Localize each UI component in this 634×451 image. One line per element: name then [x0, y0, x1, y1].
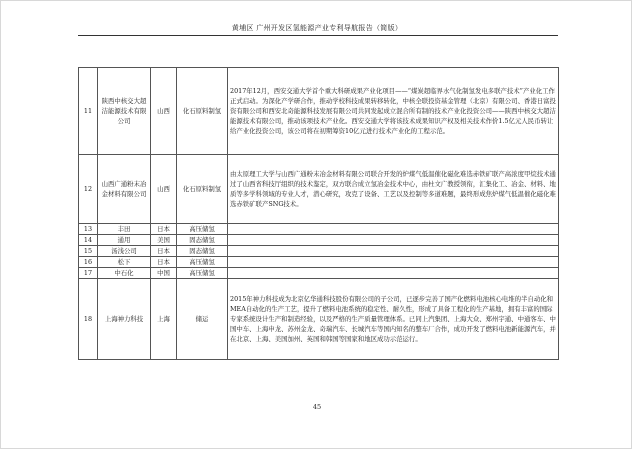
- company-name: 松下: [98, 257, 151, 268]
- row-number: 18: [79, 279, 98, 360]
- row-number: 16: [79, 257, 98, 268]
- company-description: [228, 257, 559, 268]
- row-number: 13: [79, 224, 98, 235]
- technology-field: 固态储氢: [177, 246, 228, 257]
- company-description: 2015年神力科技成为北京亿华通科技股份有限公司的子公司，已逐步完善了国产化燃料电池核心电堆的半自动化和MEA自动化的生产工艺，提升了燃料电池系统的稳定性、耐久性，形成了具备工程化的生产基地，拥有丰富的国际专家系统设计生产和制造经验，以及严格的生产质量管理体系。已同上汽集团、上海大众、郑州宇通、中通客车、中国中车、上海申龙、苏州金龙、奇瑞汽车、长城汽车等国内知名的整车厂合作，成功开发了燃料电池新能源汽车，并在北京、上海、美国加州、英国和韩国等国家和地区成功示范运行。: [228, 279, 559, 360]
- technology-field: 化石原料制氢: [177, 68, 228, 155]
- technology-field: 高压储氢: [177, 257, 228, 268]
- row-number: 12: [79, 155, 98, 224]
- company-name: 中石化: [98, 268, 151, 279]
- company-description: [228, 268, 559, 279]
- table-row: [79, 155, 559, 224]
- company-region: 日本: [151, 257, 177, 268]
- company-region: 上海: [151, 279, 177, 360]
- company-region: 山西: [151, 155, 177, 224]
- technology-field: 高压储氢: [177, 268, 228, 279]
- technology-field: 化石原料制氢: [177, 155, 228, 224]
- table-row: [79, 268, 559, 279]
- row-number: 11: [79, 68, 98, 155]
- page-header: 黄埔区 广州开发区氢能源产业专利导航报告（简版）: [231, 24, 403, 32]
- technology-field: 储运: [177, 279, 228, 360]
- page-number: 45: [312, 403, 322, 411]
- company-table: [78, 67, 559, 360]
- company-region: 日本: [151, 246, 177, 257]
- company-name: 陕西中核交大超洁能源技术有限公司: [98, 68, 151, 155]
- table-row: [79, 224, 559, 235]
- company-name: 通用: [98, 235, 151, 246]
- company-description: 2017年12月，西安交通大学首个重大科研成果产业化项目——“煤炭超临界水气化制氢发电多联产技术”产业化工作正式启动。为深化产学研合作，推动学校科技成果转移转化，中核全联投资基金管理（北京）有限公司、香港日富投资有限公司和西安北奇能源科技发展有限公司共同发起成立混合所有制的技术产业化投资公司——陕西中核交大超洁能源技术有限公司，推动该项技术产业化。西安交通大学将该技术成果知识产权及相关技术作价1.5亿元人民币转让给产业化投资公司，该公司将在初期筹资10亿元进行技术产业化的工程示范。: [228, 68, 559, 155]
- company-region: 美国: [151, 235, 177, 246]
- company-region: 山西: [151, 68, 177, 155]
- company-description: 由太原理工大学与山西广通粉末冶金材料有限公司联合开发的炉煤气低温催化磁化难选赤铁矿联产高浓度甲烷技术通过了山西省科技厅组织的技术鉴定，双方联合成立氢冶金技术中心，由杜文广教授领衔，汇集化工、冶金、材料、地质等多学科领域的专业人才，潜心研究，攻克了设备、工艺以及控制等多道难题，最终形成焦炉煤气低温催化磁化难选赤铁矿联产SNG技术。: [228, 155, 559, 224]
- company-name: 山西广通粉末冶金材料有限公司: [98, 155, 151, 224]
- technology-field: 固态储氢: [177, 235, 228, 246]
- company-description: [228, 246, 559, 257]
- table-row: [79, 279, 559, 360]
- table-row: [79, 246, 559, 257]
- company-name: 丰田: [98, 224, 151, 235]
- table-row: [79, 257, 559, 268]
- company-description: [228, 235, 559, 246]
- row-number: 14: [79, 235, 98, 246]
- technology-field: 高压储氢: [177, 224, 228, 235]
- table-row: [79, 68, 559, 155]
- header-rule: [78, 35, 558, 36]
- company-description: [228, 224, 559, 235]
- company-name: 上海神力科技: [98, 279, 151, 360]
- row-number: 17: [79, 268, 98, 279]
- company-name: 汤浅公司: [98, 246, 151, 257]
- company-region: 中国: [151, 268, 177, 279]
- table-row: [79, 235, 559, 246]
- company-region: 日本: [151, 224, 177, 235]
- row-number: 15: [79, 246, 98, 257]
